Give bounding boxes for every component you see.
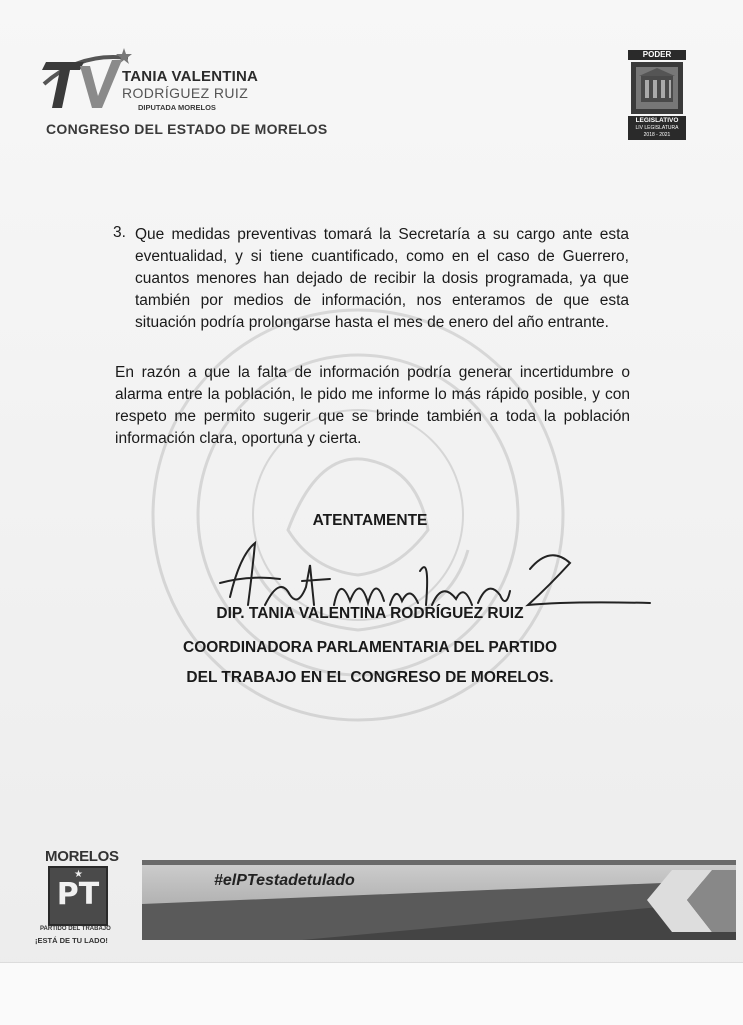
signer-title-line2: DEL TRABAJO EN EL CONGRESO DE MORELOS. (186, 669, 554, 686)
seal-top-label: PODER (628, 50, 686, 60)
party-name: PARTIDO DEL TRABAJO (40, 926, 111, 932)
body-paragraph: En razón a que la falta de información podría generar incertidumbre o alarma entre la población, le pido me informe lo más rápido posible, y con respeto me permito sugerir que se brinde también a toda la población información clara, oportuna y cierta. (115, 364, 630, 447)
pt-logo-text: PT (56, 877, 100, 912)
signer-title-line1: COORDINADORA PARLAMENTARIA DEL PARTIDO (183, 639, 557, 656)
party-block (30, 848, 130, 948)
signer-name: DIP. TANIA VALENTINA RODRÍGUEZ RUIZ (216, 605, 524, 622)
closing-text: ATENTAMENTE (312, 512, 428, 529)
seal-line-legislativo: LEGISLATIVO (635, 117, 679, 124)
list-item-text: Que medidas preventivas tomará la Secretaría a su cargo ante esta eventualidad, y si tiene cuantificado, como en el caso de Guerrero, cuantos menores han dejado de recibir la dosis programada, ya que también por medios de información, nos enteramos de que esta situación podría prolongarse hasta el mes de enero del año entrante. (135, 226, 629, 331)
seal-line-years: 2018 - 2021 (643, 132, 671, 138)
brand-name: TANIA VALENTINA (122, 68, 259, 85)
list-item-number: 3. (113, 224, 126, 241)
page-bottom-edge (0, 962, 743, 1025)
campaign-hashtag: #elPTestadetulado (214, 872, 355, 889)
seal-line-legislatura: LIV LEGISLATURA (635, 125, 679, 131)
seal-caption (628, 116, 686, 140)
building-icon (631, 62, 683, 114)
institution-title: CONGRESO DEL ESTADO DE MORELOS (46, 121, 328, 137)
party-region: MORELOS (45, 848, 119, 865)
star-icon: ★ (74, 869, 83, 880)
tv-logo-icon (40, 46, 132, 112)
handwritten-signature (210, 535, 660, 625)
legislative-seal (628, 50, 686, 140)
brand-surname: RODRÍGUEZ RUIZ (122, 85, 249, 101)
party-slogan: ¡ESTÁ DE TU LADO! (35, 936, 108, 945)
brand-role: DIPUTADA MORELOS (138, 103, 216, 112)
pt-logo (48, 866, 108, 926)
